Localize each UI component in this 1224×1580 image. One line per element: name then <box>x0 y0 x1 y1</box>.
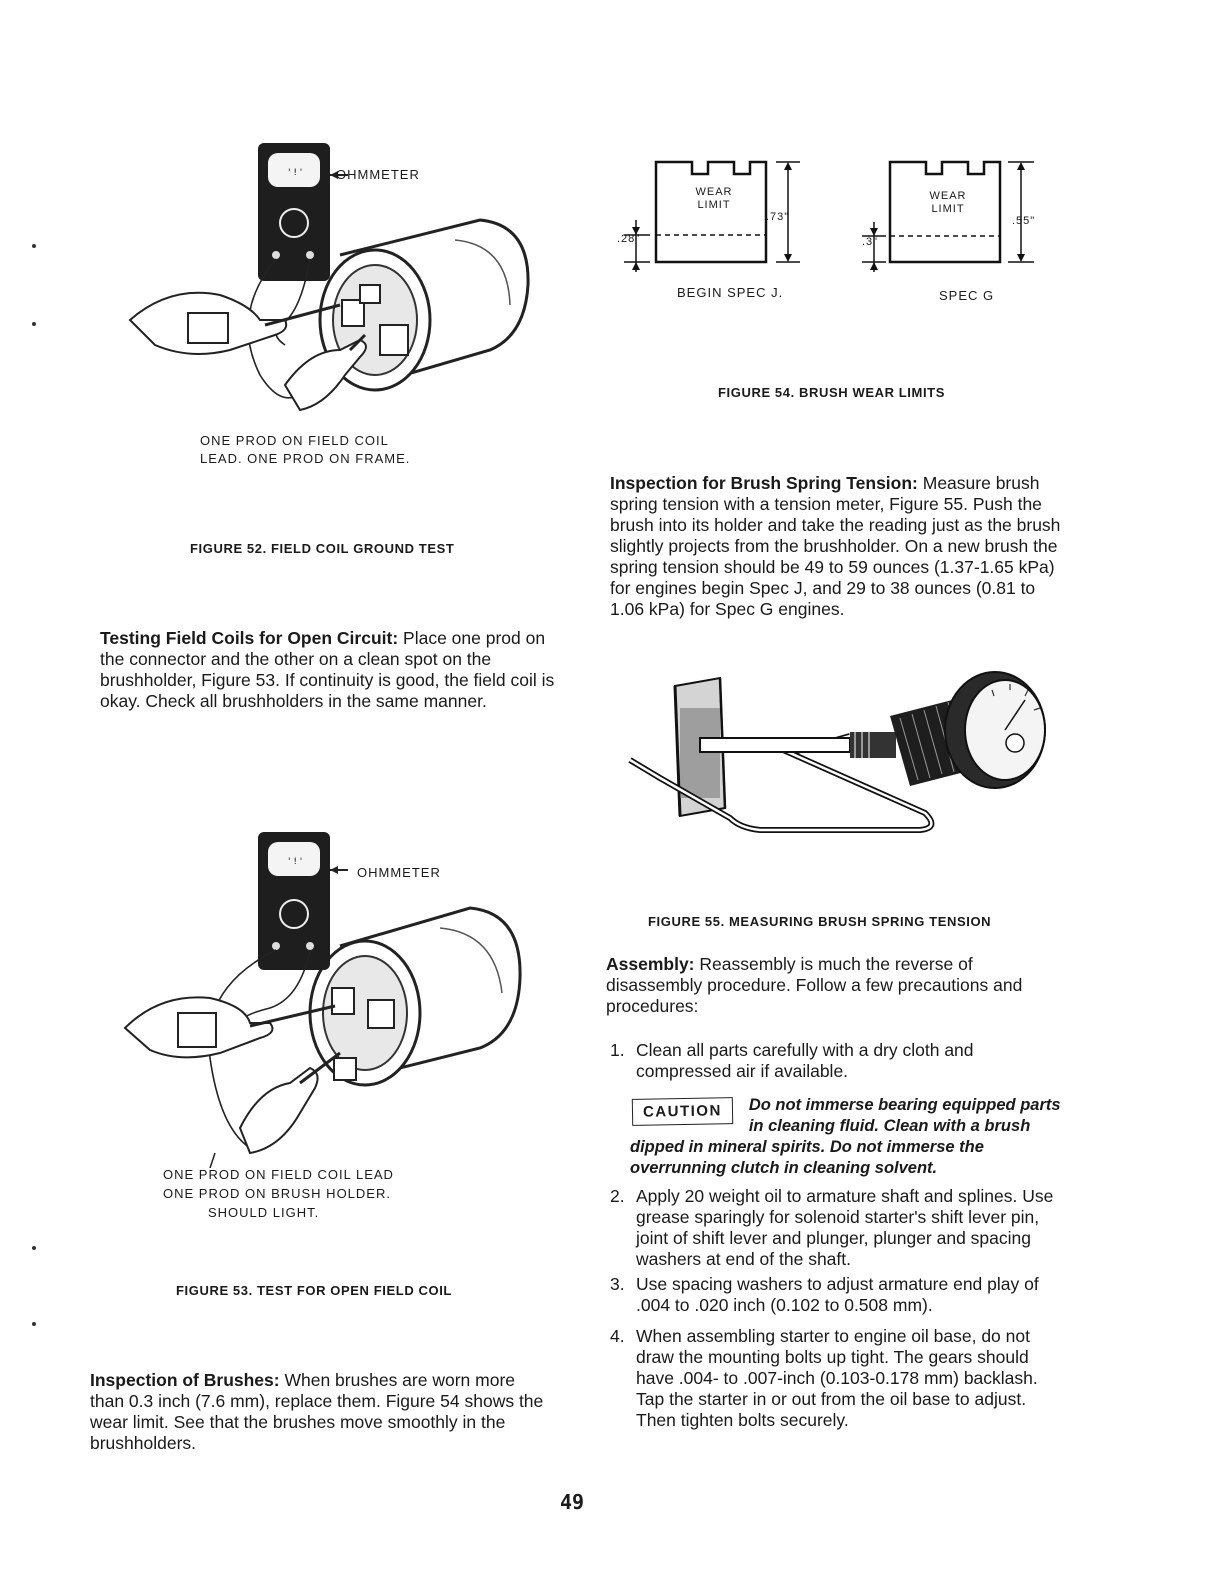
svg-text:' ! ': ' ! ' <box>288 857 303 867</box>
caution-note <box>630 1094 1065 1178</box>
assembly-step-3 <box>610 1274 1065 1316</box>
assembly-step-4 <box>610 1326 1065 1431</box>
section-brushes <box>90 1370 552 1454</box>
figure-55-caption: FIGURE 55. MEASURING BRUSH SPRING TENSION <box>648 914 992 929</box>
scan-speck <box>32 322 36 326</box>
step-text: Apply 20 weight oil to armature shaft and splines. Use grease sparingly for solenoid starter's shift lever pin, joint of shift lever and plunger, plunger and spacing washers at end of the shaft. <box>636 1186 1054 1269</box>
figure-54-left-label: BEGIN SPEC J. <box>677 285 784 300</box>
assembly-body: Reassembly is much the reverse of disassembly procedure. Follow a few precautions and procedures: <box>606 954 1023 1016</box>
brushes-body: When brushes are worn more than 0.3 inch (7.6 mm), replace them. Figure 54 shows the wear limit. See that the brushes move smoothly in the brushholders. <box>90 1370 544 1453</box>
open-circuit-body: Place one prod on the connector and the other on a clean spot on the brushholder, Figure 53. If continuity is good, the field coil is okay. Check all brushholders in the same manner. <box>100 628 555 711</box>
assembly-steps-list <box>610 1040 1065 1431</box>
open-circuit-heading: Testing Field Coils for Open Circuit: <box>100 628 399 648</box>
step-number: 3. <box>610 1274 625 1294</box>
figure-54-left-limit: .28" <box>617 233 641 245</box>
figure-54-right-wear-limit: WEAR LIMIT <box>929 190 967 215</box>
brushes-heading: Inspection of Brushes: <box>90 1370 280 1390</box>
figure-54-right-limit: .3" <box>862 236 879 248</box>
assembly-step-2 <box>610 1186 1065 1270</box>
figure-54-left-height: .73" <box>766 211 790 223</box>
section-assembly-intro <box>606 954 1064 1017</box>
step-text: Use spacing washers to adjust armature end play of .004 to .020 inch (0.102 to 0.508 mm). <box>636 1274 1039 1315</box>
figure-52-note-line-2: LEAD. ONE PROD ON FRAME. <box>200 451 411 466</box>
figure-54-right-label: SPEC G <box>939 288 995 303</box>
section-open-circuit <box>100 628 562 712</box>
assembly-step-1 <box>610 1040 1065 1082</box>
section-spring-tension <box>610 473 1070 620</box>
caution-text: Do not immerse bearing equipped parts in cleaning fluid. Clean with a brush dipped in mineral spirits. Do not immerse the overrunning clutch in cleaning solvent. <box>630 1096 1061 1177</box>
open-field-coil-test-illustration <box>110 828 550 1168</box>
step-number: 1. <box>610 1040 625 1060</box>
spring-tension-heading: Inspection for Brush Spring Tension: <box>610 473 918 493</box>
assembly-heading: Assembly: <box>606 954 695 974</box>
step-number: 4. <box>610 1326 625 1346</box>
figure-53-ohmmeter-label: OHMMETER <box>357 865 441 880</box>
page-number: 49 <box>560 1490 585 1514</box>
figure-53-caption: FIGURE 53. TEST FOR OPEN FIELD COIL <box>176 1283 452 1298</box>
figure-53-note-line-2: ONE PROD ON BRUSH HOLDER. <box>163 1186 391 1201</box>
figure-52-note-line-1: ONE PROD ON FIELD COIL <box>200 433 389 448</box>
figure-52-caption: FIGURE 52. FIELD COIL GROUND TEST <box>190 541 455 556</box>
scan-speck <box>32 1322 36 1326</box>
step-text: Clean all parts carefully with a dry cloth and compressed air if available. <box>636 1040 974 1081</box>
brush-wear-limits-diagram <box>610 150 1060 275</box>
spring-tension-body: Measure brush spring tension with a tension meter, Figure 55. Push the brush into its holder and take the reading just as the brush slightly projects from the brushholder. On a new brush the spring tension should be 49 to 59 ounces (1.37-1.65 kPa) for engines begin Spec J, and 29 to 38 ounces (0.81 to 1.06 kPa) for Spec G engines. <box>610 473 1061 619</box>
svg-text:' ! ': ' ! ' <box>288 168 303 178</box>
figure-54-caption: FIGURE 54. BRUSH WEAR LIMITS <box>718 385 945 400</box>
figure-53-note-line-3: SHOULD LIGHT. <box>208 1205 320 1220</box>
figure-54-left-wear-limit: WEAR LIMIT <box>695 186 733 211</box>
field-coil-ground-test-illustration <box>110 135 550 425</box>
step-number: 2. <box>610 1186 625 1206</box>
figure-52-ohmmeter-label: OHMMETER <box>336 167 420 182</box>
step-text: When assembling starter to engine oil base, do not draw the mounting bolts up tight. The gears should have .004- to .007-inch (0.103-0.178 mm) backlash. Tap the starter in or out from the oil base to adjust. Then tighten bolts securely. <box>636 1326 1038 1430</box>
figure-53-note-line-1: ONE PROD ON FIELD COIL LEAD <box>163 1167 394 1182</box>
caution-badge: CAUTION <box>632 1097 733 1126</box>
figure-54-right-height: .55" <box>1012 215 1036 227</box>
scan-speck <box>32 244 36 248</box>
brush-spring-tension-illustration <box>620 668 1060 868</box>
scan-speck <box>32 1246 36 1250</box>
